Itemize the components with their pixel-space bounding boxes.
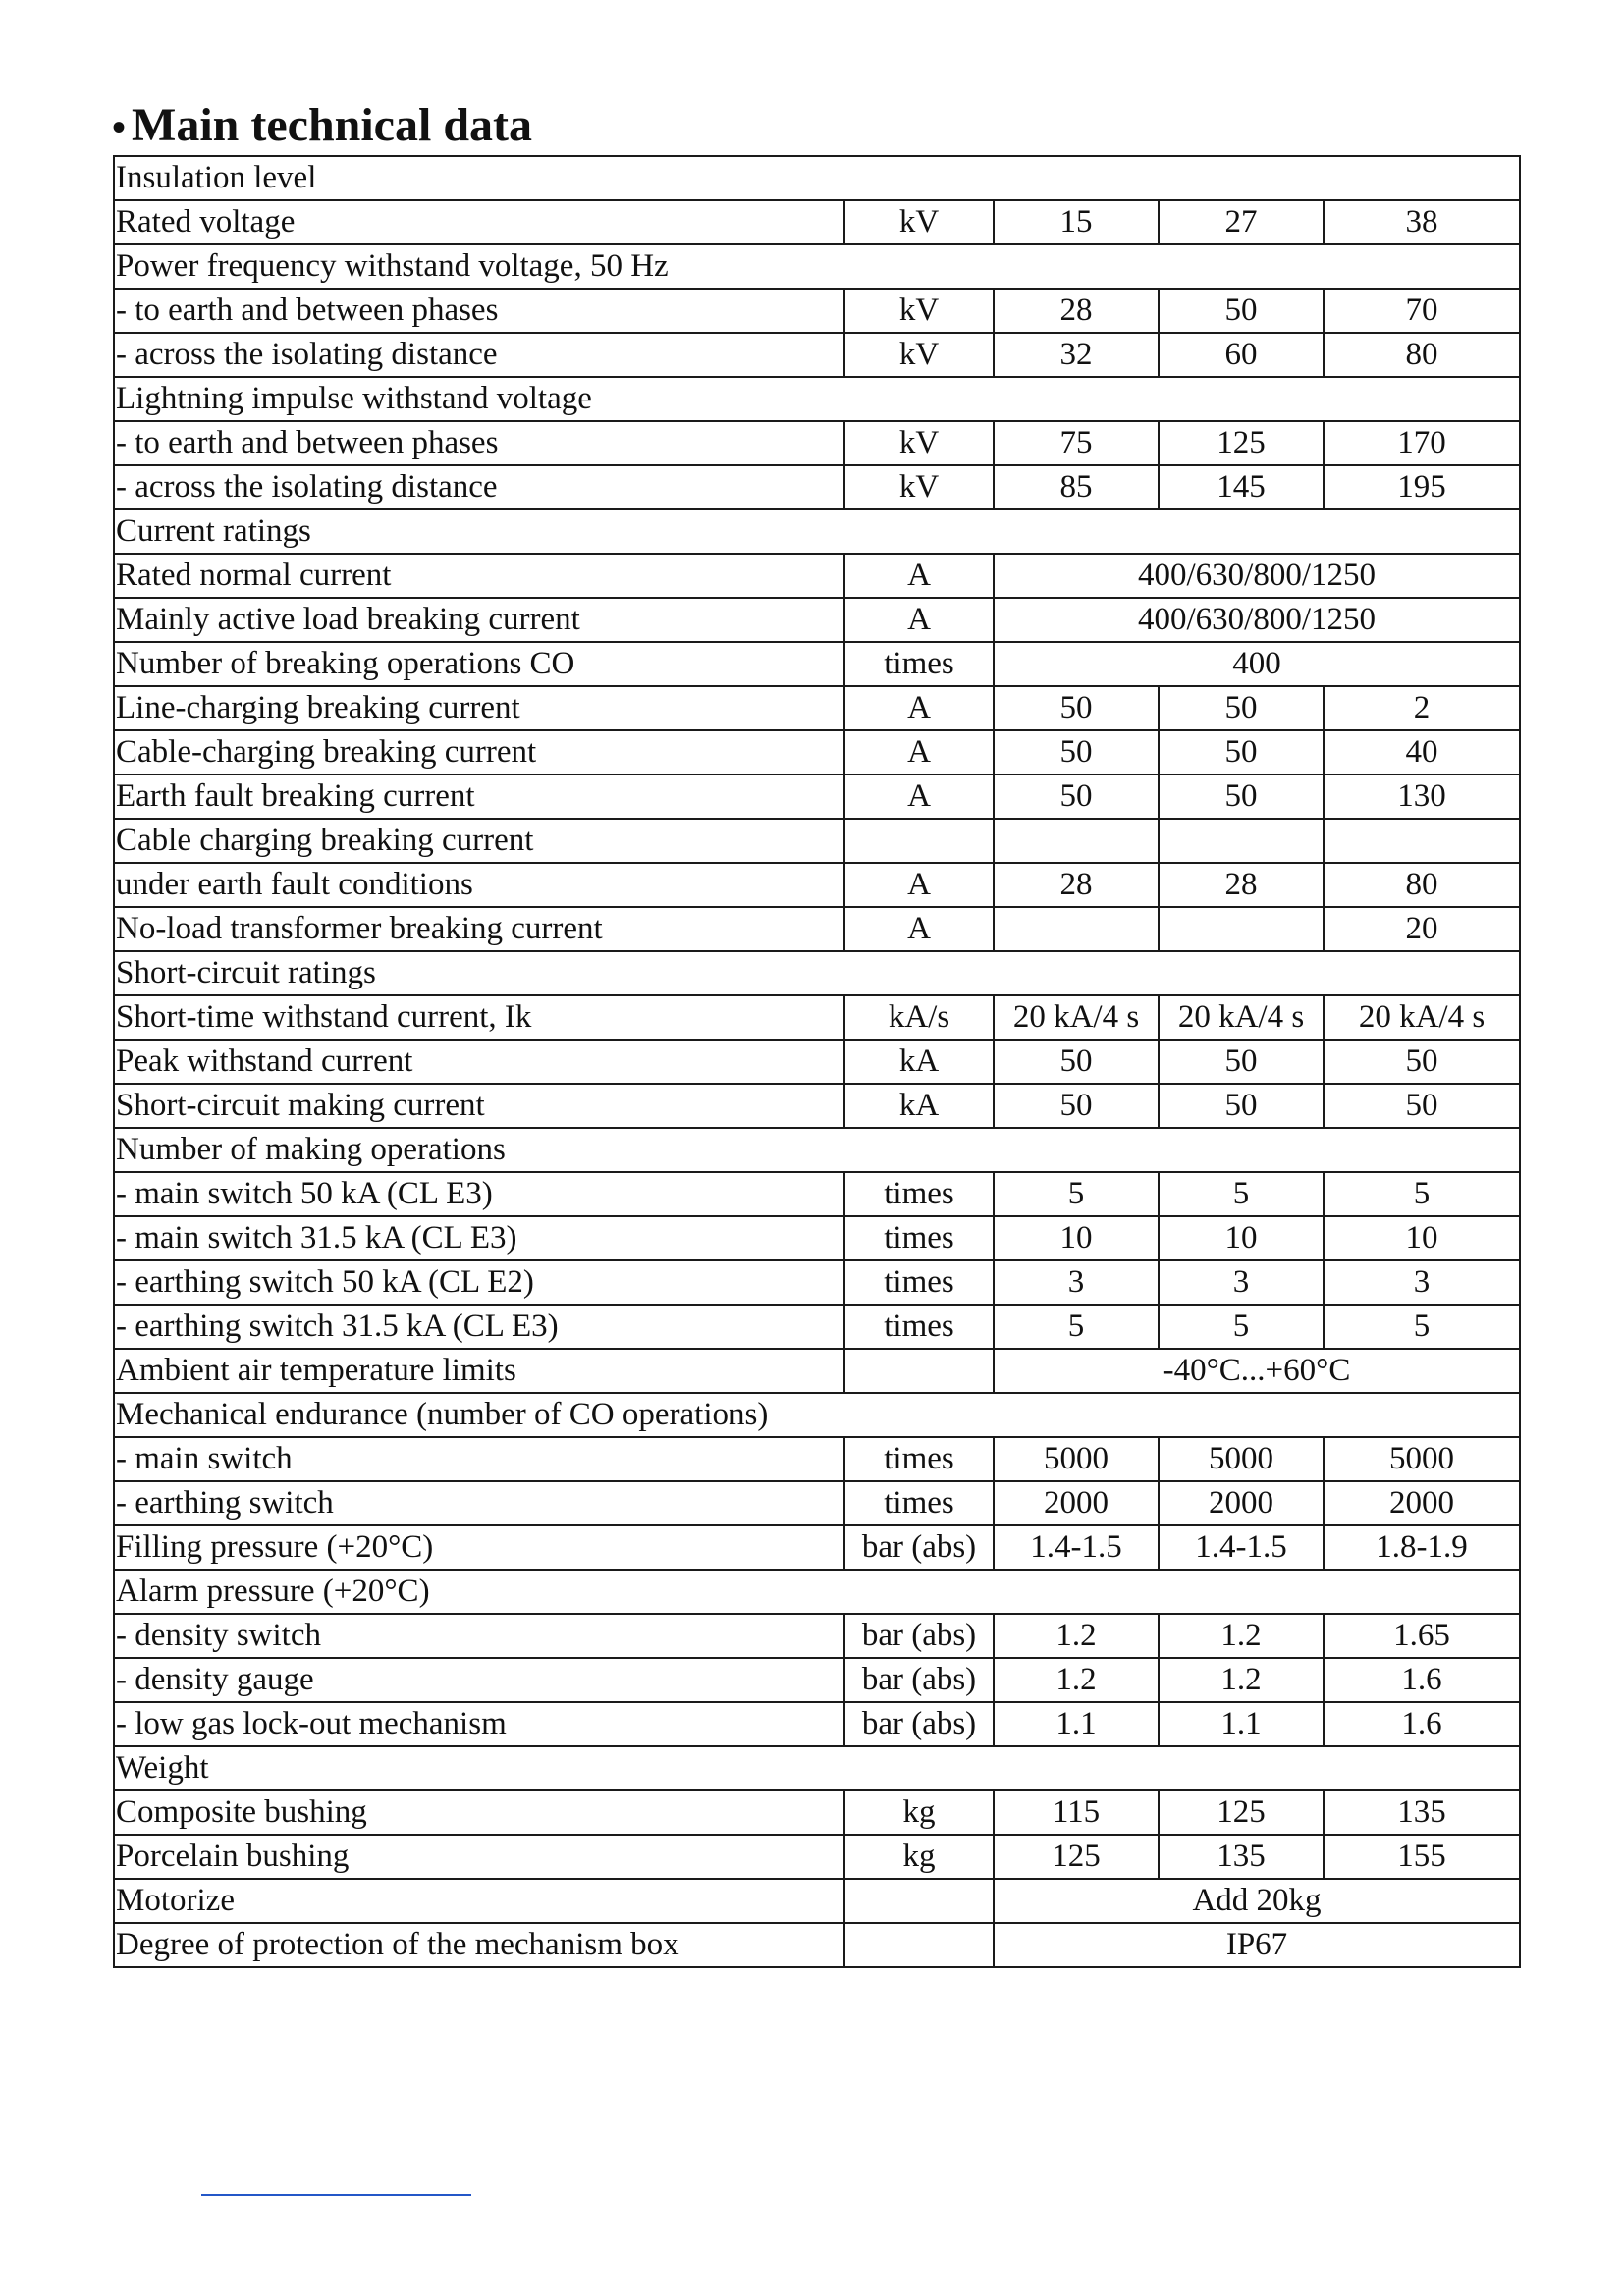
value-cell-15kv: 2000 (994, 1481, 1159, 1525)
table-row (114, 1614, 1520, 1658)
unit-cell: times (844, 1305, 994, 1349)
table-row (114, 156, 1520, 200)
value-cell-38kv: 1.6 (1324, 1658, 1520, 1702)
parameter-label-cell: Earth fault breaking current (114, 774, 844, 819)
table-row (114, 1879, 1520, 1923)
table-row (114, 244, 1520, 289)
bullet-icon: • (112, 105, 127, 149)
parameter-label-cell: - earthing switch 31.5 kA (CL E3) (114, 1305, 844, 1349)
parameter-label-cell: No-load transformer breaking current (114, 907, 844, 951)
value-cell-38kv: 38 (1324, 200, 1520, 244)
table-row (114, 1128, 1520, 1172)
section-heading-cell: Short-circuit ratings (114, 951, 1520, 995)
parameter-label-cell: Cable-charging breaking current (114, 730, 844, 774)
table-row (114, 333, 1520, 377)
unit-cell: times (844, 1437, 994, 1481)
parameter-label-cell: Porcelain bushing (114, 1835, 844, 1879)
unit-cell: kA/s (844, 995, 994, 1040)
value-cell-38kv: 1.65 (1324, 1614, 1520, 1658)
parameter-label-cell: - earthing switch (114, 1481, 844, 1525)
table-row (114, 1216, 1520, 1260)
table-row (114, 1040, 1520, 1084)
table-row (114, 1349, 1520, 1393)
value-cell-38kv: 2000 (1324, 1481, 1520, 1525)
parameter-label-cell: - low gas lock-out mechanism (114, 1702, 844, 1746)
value-cell-38kv: 70 (1324, 289, 1520, 333)
value-cell-38kv: 130 (1324, 774, 1520, 819)
table-row (114, 1525, 1520, 1570)
value-cell-27kv: 50 (1159, 1040, 1324, 1084)
value-cell-38kv: 1.8-1.9 (1324, 1525, 1520, 1570)
section-heading-cell: Mechanical endurance (number of CO operations) (114, 1393, 1520, 1437)
parameter-label-cell: - across the isolating distance (114, 333, 844, 377)
value-cell-merged: 400/630/800/1250 (994, 598, 1520, 642)
value-cell-27kv (1159, 907, 1324, 951)
parameter-label-cell: Rated normal current (114, 554, 844, 598)
section-heading-cell: Weight (114, 1746, 1520, 1790)
footnote-rule (201, 2194, 471, 2196)
unit-cell: times (844, 1216, 994, 1260)
value-cell-38kv: 3 (1324, 1260, 1520, 1305)
parameter-label-cell: under earth fault conditions (114, 863, 844, 907)
table-row (114, 1260, 1520, 1305)
value-cell-38kv: 155 (1324, 1835, 1520, 1879)
parameter-label-cell: Peak withstand current (114, 1040, 844, 1084)
table-row (114, 1084, 1520, 1128)
unit-cell: kg (844, 1790, 994, 1835)
parameter-label-cell: - earthing switch 50 kA (CL E2) (114, 1260, 844, 1305)
value-cell-15kv: 50 (994, 1084, 1159, 1128)
table-row (114, 774, 1520, 819)
unit-cell: kg (844, 1835, 994, 1879)
value-cell-27kv: 10 (1159, 1216, 1324, 1260)
page-title: Main technical data (132, 99, 532, 151)
value-cell-15kv: 75 (994, 421, 1159, 465)
unit-cell: A (844, 907, 994, 951)
unit-cell: times (844, 642, 994, 686)
parameter-label-cell: Short-time withstand current, Ik (114, 995, 844, 1040)
value-cell-27kv: 60 (1159, 333, 1324, 377)
table-row (114, 554, 1520, 598)
value-cell-27kv: 125 (1159, 421, 1324, 465)
value-cell-15kv: 5000 (994, 1437, 1159, 1481)
parameter-label-cell: Composite bushing (114, 1790, 844, 1835)
table-row (114, 995, 1520, 1040)
section-heading-cell: Alarm pressure (+20°C) (114, 1570, 1520, 1614)
table-row (114, 1393, 1520, 1437)
table-row (114, 1172, 1520, 1216)
value-cell-27kv: 5000 (1159, 1437, 1324, 1481)
value-cell-38kv: 2 (1324, 686, 1520, 730)
unit-cell: kV (844, 465, 994, 509)
parameter-label-cell: Ambient air temperature limits (114, 1349, 844, 1393)
value-cell-15kv: 115 (994, 1790, 1159, 1835)
unit-cell: A (844, 863, 994, 907)
value-cell-27kv: 50 (1159, 774, 1324, 819)
parameter-label-cell: - main switch 50 kA (CL E3) (114, 1172, 844, 1216)
value-cell-15kv (994, 819, 1159, 863)
table-row (114, 951, 1520, 995)
value-cell-27kv (1159, 819, 1324, 863)
table-row (114, 1702, 1520, 1746)
unit-cell: A (844, 774, 994, 819)
value-cell-15kv: 5 (994, 1305, 1159, 1349)
value-cell-merged: IP67 (994, 1923, 1520, 1967)
value-cell-15kv: 28 (994, 289, 1159, 333)
unit-cell: times (844, 1172, 994, 1216)
value-cell-38kv: 5000 (1324, 1437, 1520, 1481)
value-cell-38kv: 5 (1324, 1172, 1520, 1216)
value-cell-27kv: 125 (1159, 1790, 1324, 1835)
parameter-label-cell: Number of breaking operations CO (114, 642, 844, 686)
table-row (114, 907, 1520, 951)
section-heading-cell: Insulation level (114, 156, 1520, 200)
unit-cell: bar (abs) (844, 1658, 994, 1702)
unit-cell: A (844, 598, 994, 642)
parameter-label-cell: Filling pressure (+20°C) (114, 1525, 844, 1570)
value-cell-27kv: 50 (1159, 289, 1324, 333)
value-cell-27kv: 5 (1159, 1172, 1324, 1216)
page-heading (112, 96, 532, 157)
value-cell-38kv: 135 (1324, 1790, 1520, 1835)
unit-cell (844, 1349, 994, 1393)
table-row (114, 200, 1520, 244)
technical-data-table-body (114, 156, 1520, 1967)
value-cell-38kv: 10 (1324, 1216, 1520, 1260)
value-cell-15kv (994, 907, 1159, 951)
value-cell-27kv: 50 (1159, 1084, 1324, 1128)
unit-cell: A (844, 686, 994, 730)
parameter-label-cell: - main switch (114, 1437, 844, 1481)
value-cell-15kv: 50 (994, 730, 1159, 774)
table-row (114, 1790, 1520, 1835)
table-row (114, 598, 1520, 642)
parameter-label-cell: Line-charging breaking current (114, 686, 844, 730)
value-cell-15kv: 1.2 (994, 1658, 1159, 1702)
parameter-label-cell: Degree of protection of the mechanism box (114, 1923, 844, 1967)
parameter-label-cell: - density switch (114, 1614, 844, 1658)
table-row (114, 642, 1520, 686)
value-cell-15kv: 50 (994, 1040, 1159, 1084)
table-row (114, 686, 1520, 730)
value-cell-38kv: 1.6 (1324, 1702, 1520, 1746)
value-cell-27kv: 50 (1159, 686, 1324, 730)
unit-cell: bar (abs) (844, 1614, 994, 1658)
value-cell-27kv: 2000 (1159, 1481, 1324, 1525)
unit-cell: kA (844, 1084, 994, 1128)
table-row (114, 289, 1520, 333)
value-cell-15kv: 5 (994, 1172, 1159, 1216)
value-cell-27kv: 1.4-1.5 (1159, 1525, 1324, 1570)
value-cell-38kv: 5 (1324, 1305, 1520, 1349)
table-row (114, 465, 1520, 509)
parameter-label-cell: Mainly active load breaking current (114, 598, 844, 642)
unit-cell (844, 1879, 994, 1923)
table-row (114, 1746, 1520, 1790)
parameter-label-cell: Short-circuit making current (114, 1084, 844, 1128)
value-cell-15kv: 20 kA/4 s (994, 995, 1159, 1040)
value-cell-38kv: 195 (1324, 465, 1520, 509)
value-cell-27kv: 135 (1159, 1835, 1324, 1879)
value-cell-27kv: 1.2 (1159, 1614, 1324, 1658)
parameter-label-cell: - to earth and between phases (114, 421, 844, 465)
value-cell-merged: 400 (994, 642, 1520, 686)
table-row (114, 819, 1520, 863)
parameter-label-cell: - density gauge (114, 1658, 844, 1702)
value-cell-merged: -40°C...+60°C (994, 1349, 1520, 1393)
value-cell-15kv: 15 (994, 200, 1159, 244)
unit-cell: kV (844, 333, 994, 377)
table-row (114, 1437, 1520, 1481)
value-cell-15kv: 1.1 (994, 1702, 1159, 1746)
parameter-label-cell: Cable charging breaking current (114, 819, 844, 863)
value-cell-27kv: 1.2 (1159, 1658, 1324, 1702)
value-cell-15kv: 50 (994, 774, 1159, 819)
value-cell-27kv: 1.1 (1159, 1702, 1324, 1746)
unit-cell: bar (abs) (844, 1525, 994, 1570)
unit-cell: A (844, 730, 994, 774)
unit-cell (844, 819, 994, 863)
parameter-label-cell: Rated voltage (114, 200, 844, 244)
value-cell-15kv: 32 (994, 333, 1159, 377)
parameter-label-cell: - to earth and between phases (114, 289, 844, 333)
value-cell-38kv: 80 (1324, 333, 1520, 377)
value-cell-27kv: 3 (1159, 1260, 1324, 1305)
table-row (114, 1923, 1520, 1967)
value-cell-38kv: 80 (1324, 863, 1520, 907)
value-cell-27kv: 5 (1159, 1305, 1324, 1349)
value-cell-27kv: 28 (1159, 863, 1324, 907)
table-row (114, 1835, 1520, 1879)
unit-cell: kV (844, 289, 994, 333)
value-cell-27kv: 145 (1159, 465, 1324, 509)
value-cell-15kv: 1.4-1.5 (994, 1525, 1159, 1570)
table-row (114, 1305, 1520, 1349)
table-row (114, 1658, 1520, 1702)
section-heading-cell: Lightning impulse withstand voltage (114, 377, 1520, 421)
unit-cell (844, 1923, 994, 1967)
parameter-label-cell: Motorize (114, 1879, 844, 1923)
value-cell-15kv: 50 (994, 686, 1159, 730)
table-row (114, 509, 1520, 554)
value-cell-27kv: 20 kA/4 s (1159, 995, 1324, 1040)
value-cell-15kv: 85 (994, 465, 1159, 509)
value-cell-15kv: 10 (994, 1216, 1159, 1260)
table-row (114, 377, 1520, 421)
value-cell-27kv: 50 (1159, 730, 1324, 774)
parameter-label-cell: - main switch 31.5 kA (CL E3) (114, 1216, 844, 1260)
unit-cell: kV (844, 421, 994, 465)
technical-data-table (113, 155, 1521, 1968)
value-cell-38kv: 40 (1324, 730, 1520, 774)
table-row (114, 730, 1520, 774)
value-cell-38kv: 170 (1324, 421, 1520, 465)
unit-cell: A (844, 554, 994, 598)
value-cell-38kv (1324, 819, 1520, 863)
value-cell-15kv: 125 (994, 1835, 1159, 1879)
unit-cell: times (844, 1481, 994, 1525)
value-cell-38kv: 20 kA/4 s (1324, 995, 1520, 1040)
unit-cell: times (844, 1260, 994, 1305)
value-cell-27kv: 27 (1159, 200, 1324, 244)
unit-cell: bar (abs) (844, 1702, 994, 1746)
section-heading-cell: Power frequency withstand voltage, 50 Hz (114, 244, 1520, 289)
table-row (114, 421, 1520, 465)
table-row (114, 1481, 1520, 1525)
value-cell-15kv: 3 (994, 1260, 1159, 1305)
value-cell-38kv: 50 (1324, 1084, 1520, 1128)
section-heading-cell: Current ratings (114, 509, 1520, 554)
parameter-label-cell: - across the isolating distance (114, 465, 844, 509)
value-cell-15kv: 28 (994, 863, 1159, 907)
unit-cell: kV (844, 200, 994, 244)
value-cell-38kv: 20 (1324, 907, 1520, 951)
table-row (114, 863, 1520, 907)
value-cell-15kv: 1.2 (994, 1614, 1159, 1658)
value-cell-merged: 400/630/800/1250 (994, 554, 1520, 598)
section-heading-cell: Number of making operations (114, 1128, 1520, 1172)
value-cell-merged: Add 20kg (994, 1879, 1520, 1923)
unit-cell: kA (844, 1040, 994, 1084)
table-row (114, 1570, 1520, 1614)
value-cell-38kv: 50 (1324, 1040, 1520, 1084)
